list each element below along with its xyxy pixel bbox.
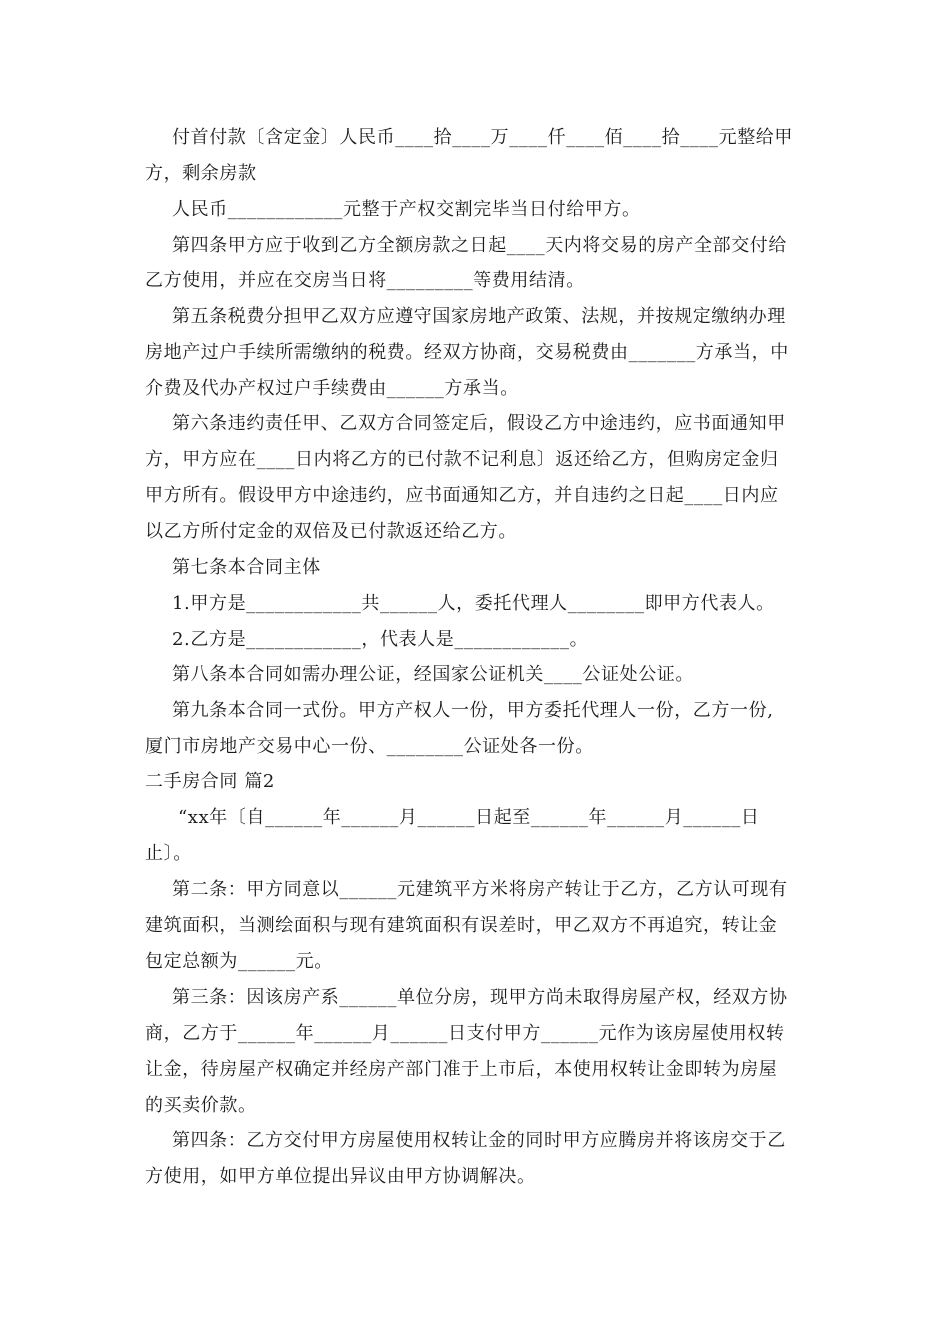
text-line: 第二条：甲方同意以______元建筑平方米将房产转让于乙方，乙方认可现有 <box>172 879 788 900</box>
section-heading: 第七条本合同主体 <box>172 557 321 578</box>
text-line: 方，剩余房款 <box>145 163 257 184</box>
text-line: 方，甲方应在____日内将乙方的已付款不记利息〕返还给乙方，但购房定金归 <box>145 449 779 470</box>
text-line: 房地产过户手续所需缴纳的税费。经双方协商，交易税费由_______方承当，中 <box>145 342 789 363</box>
text-line: 让金，待房屋产权确定并经房产部门准于上市后，本使用权转让金即转为房屋 <box>145 1059 778 1080</box>
text-line: 1.甲方是____________共______人，委托代理人________即甲方代表人。 <box>172 593 775 614</box>
text-line: 人民币____________元整于产权交割完毕当日付给甲方。 <box>172 199 641 220</box>
text-line: 第八条本合同如需办理公证，经国家公证机关____公证处公证。 <box>172 664 694 685</box>
text-line: 第四条：乙方交付甲方房屋使用权转让金的同时甲方应腾房并将该房交于乙 <box>172 1130 786 1151</box>
text-line: 方使用，如甲方单位提出异议由甲方协调解决。 <box>145 1166 536 1187</box>
text-line: 第六条违约责任甲、乙双方合同签定后，假设乙方中途违约，应书面通知甲 <box>172 413 786 434</box>
text-line: 厦门市房地产交易中心一份、________公证处各一份。 <box>145 736 594 757</box>
text-line: 止〕。 <box>145 843 192 864</box>
text-line: 付首付款〔含定金〕人民币____拾____万____仟____佰____拾____元整给甲 <box>172 127 793 148</box>
text-line: 乙方使用，并应在交房当日将_________等费用结清。 <box>145 270 585 291</box>
text-line: 以乙方所付定金的双倍及已付款返还给乙方。 <box>145 521 517 542</box>
text-line: 甲方所有。假设甲方中途违约，应书面通知乙方，并自违约之日起____日内应 <box>145 485 779 506</box>
text-line: 介费及代办产权过户手续费由______方承当。 <box>145 378 519 399</box>
text-line: 包定总额为______元。 <box>145 951 333 972</box>
text-line: 2.乙方是____________，代表人是____________。 <box>172 629 589 650</box>
text-line: 的买卖价款。 <box>145 1095 257 1116</box>
text-line: 第九条本合同一式份。甲方产权人一份，甲方委托代理人一份，乙方一份, <box>172 700 774 721</box>
section-title: 二手房合同 篇2 <box>145 771 275 792</box>
text-line: 第三条：因该房产系______单位分房，现甲方尚未取得房屋产权，经双方协 <box>172 987 788 1008</box>
text-line: “xx年〔自______年______月______日起至______年______月______日 <box>178 807 760 828</box>
text-line: 商，乙方于______年______月______日支付甲方______元作为该房屋使用权转 <box>145 1023 785 1044</box>
text-line: 建筑面积，当测绘面积与现有建筑面积有误差时，甲乙双方不再追究，转让金 <box>145 915 778 936</box>
text-line: 第五条税费分担甲乙双方应遵守国家房地产政策、法规，并按规定缴纳办理 <box>172 306 786 327</box>
text-line: 第四条甲方应于收到乙方全额房款之日起____天内将交易的房产全部交付给 <box>172 235 787 256</box>
